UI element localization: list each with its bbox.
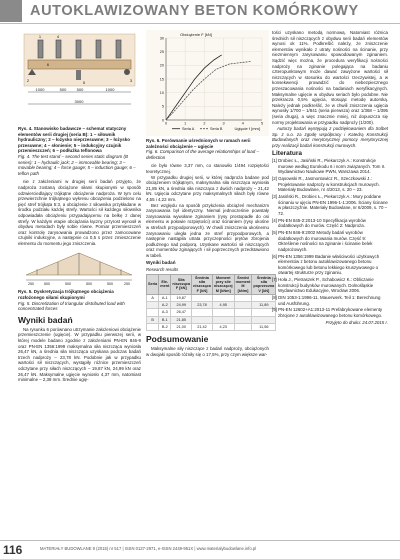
table-header-1: Ele- ment: [159, 274, 171, 294]
table-header-4: Moment przy sile niszczącej M [kNm]: [213, 275, 233, 293]
y-tick-label: 5: [161, 104, 164, 109]
table-cell: A-2: [159, 302, 171, 309]
table-header-2: Siła niszcząca F [kN]: [171, 274, 192, 294]
label-5: 5: [82, 80, 86, 85]
static-diagram-b: [18, 30, 141, 124]
label-4: 4: [56, 34, 60, 39]
fig5-dim-3: 500: [65, 282, 71, 287]
column-2: [146, 30, 275, 358]
legend-label: Seria B: [210, 127, 223, 131]
table-cell: [192, 294, 213, 301]
col3-paragraph-1: tości uzyskano metodą normową. Natomiast różnica średnich sił niszczących z obydwu serii badań elementów wynosi ok 11%. Podkreślić należy, że zniszczenie elementów wynikało z utraty nośności na ścinanie, przy niezmiennym zarysowaniu spowodowanym zginaniem. Sądzić więc można, że procedura weryfikacji nośności nadproży na zginanie polegająca na badaniu czteropunktowym może dawać zawyżone wartości sił niszczących w stosunku do wartości rzeczywistej, a w konsekwencji prowadzić do niebezpiecznego przeszacowania nośności na badaniach weryfikacyjnych. Maksymalne ugięcie w obydwu seriach było podobne. Nie przekracza 0,5% ugięcia, stosując metodę autorską. Należy jednak podkreślić, że w chwili zniszczenia ugięcia wynosiły 1/700 – 1/841 (seria pierwsza) oraz 1/368 – 1/395 (seria druga), a więc znacznie mniej, niż dopuszcza się normy projektowania w przypadku nadproży (1/200).: [272, 30, 388, 125]
reference-item: [8] DIN 1053-1:1996-11. Mauerwerk. Teil 1: Berechnung und Ausführung.: [272, 295, 381, 306]
movable-bearing: [124, 69, 130, 75]
table-row: [147, 294, 276, 301]
literature-heading: Literatura: [272, 150, 302, 158]
table-cell: 4,23: [212, 324, 234, 331]
table-title: Wyniki badań: [146, 260, 176, 266]
header-accent-bar: [0, 0, 22, 22]
x-tick-label: 4: [241, 121, 244, 126]
table-cell: [192, 309, 213, 316]
table-cell: A-3: [159, 309, 171, 316]
reference-item: [1] Drobiec Ł., Jasiński R., Piekarczyk A.: Konstrukcje murowe według Eurokodu 6 i norm związanych. Tom II. Wydawnictwo Naukowe PWN, Warszawa 2014.: [272, 158, 386, 175]
reference-item: [7] Hoła J., Pietraszek P., Schabowicz K.: Obliczanie konstrukcji budynków murowanych. Dolnośląskie Wydawnictwo Edukacyjne, Wrocław 2006.: [272, 277, 374, 294]
label-6: 6: [46, 62, 50, 67]
figure-5-caption: Rys. 5. Dyskretyzacja trójkątnego obciążenia rozłożonego siłami skupionymi Fig. 5. Discretization of triangular distributed load with concentrated forces: [18, 289, 125, 312]
journal-info: MATERIAŁY BUDOWLANE 9 (2015) nr 517 | ISSN 0137-2971, e-ISSN 2449-951X | www.materialybudowlane.info.pl: [40, 546, 257, 551]
table-cell: A: [147, 294, 159, 301]
table-cell: [212, 294, 234, 301]
triangular-load-diagram: [18, 249, 141, 287]
table-cell: 4,95: [212, 302, 234, 309]
table-row: [147, 309, 276, 316]
hydraulic-jack-5: [116, 40, 121, 58]
table-cell: 24,99: [171, 302, 192, 309]
table-cell: B-1: [159, 316, 171, 323]
table-row: [147, 316, 276, 323]
reference-item: [3] Jasiński R., Drobiec Ł., Piekarczyk A.: Mury poddane ścinaniu w ujęciu PN-EN 1996-1-1:2006. Ściany ścinane w płaszczyźnie. Materiały Budowlane, nr 6/2009, s. 70 – 72.: [272, 194, 388, 216]
dim-total: 3000: [74, 99, 84, 104]
section-title: AUTOKLAWIZOWANY BETON KOMÓRKOWY: [30, 3, 359, 19]
col3-acknowledgement: Autorzy badań występują z podziękowaniem dla Solbet Sp. z o.o. za zgodę współpracy i Katedrą Konstrukcji Budowlanych oraz merytorycznej pomocy merytorycznej przy realizacji badań konstrukcji murowych.: [272, 126, 388, 148]
table-cell: B: [147, 316, 159, 323]
table-cell: 11,56: [252, 324, 276, 331]
figure-4-caption: Rys. 4. Stanowisko badawcze – schemat statyczny elementów serii drugiej (seria B): 1 – siłownik hydrauliczny; 2 – łożysko nieprzesuwne; 3 – łożysko przesuwne; 4 – słonienie; 5 – indukcyjny czujnik przemieszczeń; 6 – podłużka teflonowa Fig. 4. The test stand – second series static diagram (B series): 1 – hydraulic jack; 2 – immovable bearing; 3 – movable bearing; 4 – force gauge; 5 – induction gauge; 6 – teflon path: [18, 126, 136, 176]
table-cell: 21,00: [171, 324, 192, 331]
fig5-dim-5: 500: [107, 282, 113, 287]
section-heading-results: Wyniki badań: [18, 314, 73, 325]
y-tick-label: 30: [159, 36, 164, 41]
dim-3: 500: [76, 87, 84, 92]
page-header: [0, 0, 400, 27]
table-cell: [147, 309, 159, 316]
table-cell: 26,47: [171, 309, 192, 316]
figure-6-caption: Rys. 6. Porównanie uśrednionych w ramach serii zależności obciążenie – ugięcie Fig. 6. Comparison of the average relationships of load – deflection: [146, 138, 260, 160]
table-title-en: Research results: [146, 267, 179, 273]
col2-paragraph-1: cie było równe 3,37 mm, co stanowiło 1/494 rozpiętości teoretycznej.: [146, 163, 269, 174]
page-footer: [0, 540, 400, 559]
results-table: [146, 274, 276, 332]
table-cell: [212, 309, 234, 316]
x-axis-label: Ugięcie f [mm]: [234, 126, 260, 131]
fig5-dim-4: 500: [86, 282, 92, 287]
table-cell: [234, 302, 252, 309]
table-cell: [234, 324, 252, 331]
table-cell: [234, 316, 252, 323]
table-cell: 19,87: [171, 294, 192, 301]
y-tick-label: 15: [159, 77, 164, 82]
load-deflection-chart: [146, 30, 269, 136]
y-tick-label: 0: [161, 118, 164, 123]
induction-gauge: [76, 70, 81, 80]
figure-4: [18, 30, 141, 124]
fig5-dim-6: 250: [124, 282, 130, 287]
y-tick-label: 20: [159, 63, 164, 68]
table-cell: [147, 324, 159, 331]
page-number: 116: [3, 543, 23, 557]
beam-element: [28, 60, 131, 69]
table-cell: [234, 294, 252, 301]
fig5-dim-1: 250: [28, 282, 34, 287]
table-cell: A-1: [159, 294, 171, 301]
dim-4: 1000: [105, 87, 115, 92]
table-cell: [192, 316, 213, 323]
label-3: 3: [129, 78, 133, 83]
header-rule: [0, 23, 400, 24]
x-tick-label: 2: [203, 121, 206, 126]
table-row: [147, 302, 276, 309]
hydraulic-jack-3: [76, 40, 81, 58]
table-cell: [212, 316, 234, 323]
label-2: 2: [26, 78, 30, 83]
dim-2: 500: [59, 87, 67, 92]
x-tick-label: 5: [260, 121, 264, 126]
footer-rule: [0, 540, 400, 541]
figure-6: [146, 30, 269, 136]
y-tick-label: 10: [159, 90, 164, 95]
table-cell: 21,42: [192, 324, 213, 331]
y-tick-label: 25: [159, 49, 164, 54]
figure-5: [18, 249, 141, 287]
table-header-6: Średnia siła poprzeczna V [kN]: [253, 275, 275, 293]
dim-1: 1000: [35, 87, 45, 92]
table-cell: 11,89: [252, 302, 276, 309]
hydraulic-jack-2: [56, 40, 61, 58]
hydraulic-jack-4: [96, 40, 101, 58]
table-cell: 21,85: [171, 316, 192, 323]
column-3: [272, 30, 388, 325]
x-tick-label: 0: [164, 121, 168, 126]
table-header-5: Średni moment M [kNm]: [235, 275, 251, 293]
col2-paragraph-3: Bez względu na sposób przyłożenia obciążeń mechanizm zarysowania był identyczny. Niemal jednocześnie powstały zarysowania wywołane zginaniem (rysy prostopadłe do osi elementu w połowie rozpiętości) oraz ścinaniem (rysy ukośne w strefach przypodporowych). W chwili zniszczenia ukośnemu zarysowaniu uległa jedna ze stref przypodporowych, a następnie nastąpiła utrata przyczepności prętów zbrojenia podłużnego nad podporą. Uzyskane wartości sił niszczących oraz momentów zginających i sił poprzecznych przedstawiono w tabeli.: [146, 202, 269, 258]
reference-item: [9] PN-EN 12602+A1:2013-11 Prefabrykowane elementy zbrojone z autoklawizowanego betonu komórkowego.: [272, 307, 383, 318]
reference-item: [4] PN-EN 845-2:2013-10 Specyfikacja wyrobów dodatkowych do murów. Część 2: Nadproża.: [272, 217, 366, 229]
table-cell: B-2: [159, 324, 171, 331]
reference-item: [6] PN-EN 1356:1999 Badanie właściwości użytkowych elementów z betonu autoklawizowanego betonu komórkowego lub betonu lekkiego kruszywowego o otwartej strukturze przy zginaniu.: [272, 253, 380, 276]
table-header-3: Średnia siła niszcząca F [kN]: [193, 275, 211, 293]
table-row: [147, 324, 276, 331]
table-header-0: Seria: [147, 274, 159, 294]
received-date: Przyjęto do druku: 24.07.2015 r.: [325, 319, 388, 325]
x-tick-label: 3: [222, 121, 225, 126]
x-tick-label: 1: [184, 121, 187, 126]
hydraulic-jack-1: [38, 40, 43, 58]
table-cell: [234, 309, 252, 316]
col2-paragraph-4: Maksymalne siły niszczące z badań nadproży, obciążonych w dwojaki sposób różniły się o 17,5%, przy czym większe war-: [146, 346, 269, 357]
reference-item: [2] Gąsowski R., Jasmontowicz R., Szeczkowski J.: Projektowanie nadproży w konstrukcjach murowych. Materiały Budowlane, nr 4/2013, s. 20 – 23.: [272, 176, 380, 193]
col1-paragraph-1: nie z założeniami w drugiej serii badań przyjęto, że nadproża zostaną obciążone siłami skupionymi w sposób odzwierciedlający trójkątne obciążenie nadproża. W tym celu przewierzchnie trójkątnego wykresu obciążenia podzielono na pięć stref trójkąta 5:3, a obciążenie z siłownika przykładane w środku podziału każdej strefy. Wartości sił każdego siłownika odpowiadała obciążeniu przypadającemu na belkę z danej strefy. W każdym etapie obciążania łączny przyrost wynosił w obydwu metodach były sobie równe. Pomiar przemieszczeń oraz kontrolę zarysowania prowadzono przez zamocowane czujniki indukcyjne, a następnie co 0,5 s przez zmieszczenie elementu do momentu jego zniszczenia.: [18, 179, 141, 246]
reference-list: [272, 158, 388, 319]
table-cell: 23,78: [192, 302, 213, 309]
col1-paragraph-2: Na rysunku 6 porównano utrzymanie założeniowi obciążenie przemieszczenie (ugięcie). W przypadku pierwszej serii, w której modele badano zgodnie z założeniami PN-EN 846-9 oraz PN-EN 1356:1999 maksymalna siła niszcząca wyniosła 26,47 kN, a średnia siła niszcząca uzyskana podczas badań trzech nadproży – 23,78 kN. Podobnie jak w przypadku wartości sił niszczących, wystąpiły różnice przemieszczeń odczytane przy siłach niszczących – 19,87 kN, 24,99 kN oraz 26,47 kN. Maksymalne ugięcie wyniosło 4,37 mm, natomiast minimalne – 2,38 mm. Średnie ugię-: [18, 326, 141, 383]
column-1: [18, 30, 141, 383]
legend-label: Seria A: [182, 127, 195, 131]
y-axis-label: Obciążenie F [kN]: [180, 32, 212, 37]
table-cell: [147, 302, 159, 309]
col2-paragraph-2: W przypadku drugiej serii, w której nadproża badane pod obciążeniem trójkątnym, maksymalna siła niszcząca wyniosła 21,85 kN, a średnia siła niszcząca z dwóch nadproży – 21,42 kN. Ugięcia odczytane przy maksymalnych siłach były równe 4,55 i 4,22 mm.: [146, 174, 269, 202]
section-heading-summary: Podsumowanie: [146, 334, 209, 345]
reference-item: [5] PN-EN 846-9:2002 Metody badań wyrobów dodatkowych do murowania murów. Część 9: Określenie nośności na zginanie i ścinanie belek nadprożowych.: [272, 229, 373, 252]
fig5-dim-2: 500: [44, 282, 50, 287]
label-1: 1: [38, 34, 42, 39]
